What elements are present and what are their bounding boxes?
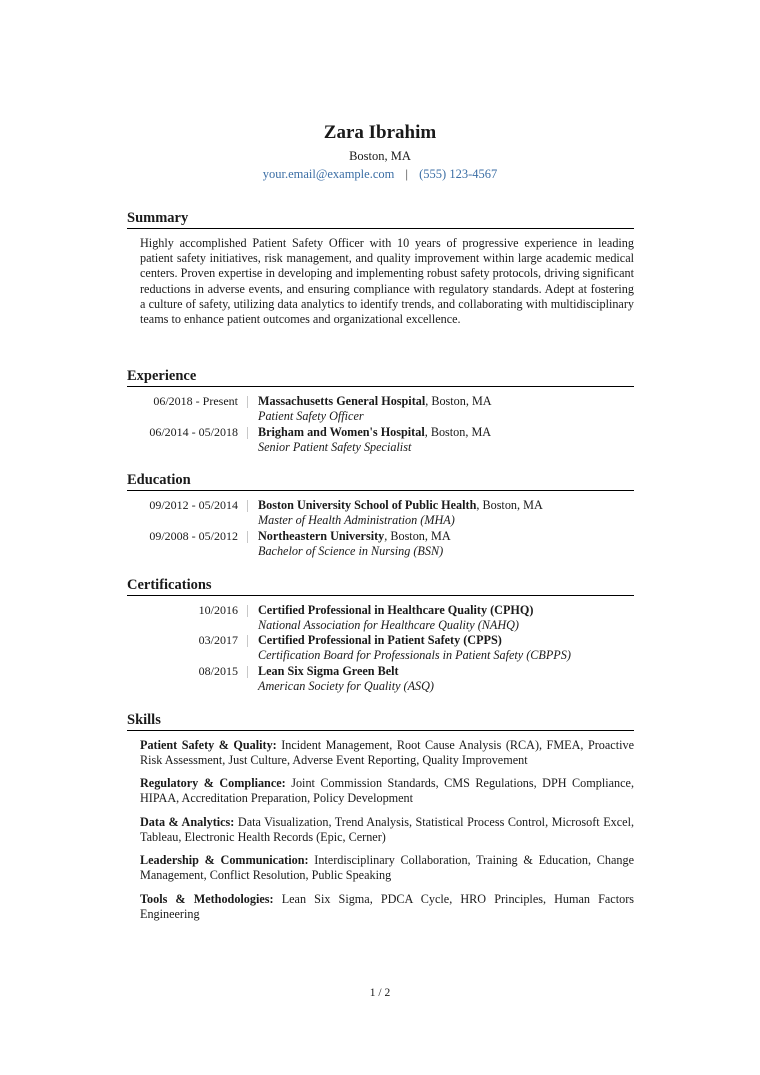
entry-heading (258, 603, 634, 618)
contact-separator: | (405, 167, 408, 181)
entry-divider (247, 635, 248, 647)
entry-place: , Boston, MA (476, 498, 543, 512)
summary-text: Highly accomplished Patient Safety Officer with 10 years of progressive experience in leading patient safety initiatives, risk management, and quality improvement within large academic medical centers. Proven expertise in developing and implementing robust safety protocols, driving significant reductions in adverse events, and ensuring compliance with regulatory standards. Adept at fostering a culture of safety, utilizing data analytics to identify trends, and collaborating with multidisciplinary teams to enhance patient outcomes and organizational excellence. (140, 236, 634, 327)
section-title-skills: Skills (127, 711, 634, 731)
certification-entry (127, 603, 634, 633)
candidate-location: Boston, MA (349, 149, 411, 163)
skill-label: Data & Analytics: (140, 815, 235, 829)
skill-group (140, 738, 634, 768)
entry-heading (258, 498, 634, 513)
entry-date: 09/2012 - 05/2014 (149, 498, 238, 512)
entry-place: , Boston, MA (424, 425, 492, 439)
candidate-name: Zara Ibrahim (323, 122, 437, 143)
entry-degree: Bachelor of Science in Nursing (BSN) (258, 544, 444, 558)
certification-entry (127, 664, 634, 694)
experience-entry (127, 394, 634, 424)
entry-date: 10/2016 (198, 603, 238, 617)
entry-date: 08/2015 (198, 664, 238, 678)
entry-divider (247, 396, 248, 408)
entry-date: 06/2014 - 05/2018 (149, 425, 238, 439)
skill-items: Interdisciplinary Collaboration, Training & Education, Change Management, Conflict Resolution, Public Speaking (140, 853, 634, 883)
entry-heading (258, 529, 634, 544)
skill-group (140, 892, 634, 922)
section-title-summary: Summary (127, 209, 634, 229)
entry-heading (258, 664, 634, 679)
certification-issuer: American Society for Quality (ASQ) (258, 679, 434, 693)
skill-items: Incident Management, Root Cause Analysis (RCA), FMEA, Proactive Risk Assessment, Just Culture, Adverse Event Reporting, Quality Improvement (140, 738, 634, 768)
certification-name: Certified Professional in Healthcare Quality (CPHQ) (258, 603, 534, 617)
skill-group (140, 853, 634, 883)
skill-label: Patient Safety & Quality: (140, 738, 277, 752)
education-entry (127, 498, 634, 528)
entry-role: Patient Safety Officer (258, 409, 364, 423)
entry-organization: Brigham and Women's Hospital (258, 425, 425, 439)
section-title-experience: Experience (127, 367, 634, 387)
section-title-education: Education (127, 471, 634, 491)
phone-link[interactable]: (555) 123-4567 (419, 167, 498, 181)
entry-heading (258, 633, 634, 648)
skill-label: Leadership & Communication: (140, 853, 309, 867)
page-number: 1 / 2 (369, 987, 391, 999)
entry-divider (247, 666, 248, 678)
skill-items: Lean Six Sigma, PDCA Cycle, HRO Principles, Human Factors Engineering (140, 892, 634, 922)
entry-role: Senior Patient Safety Specialist (258, 440, 412, 454)
entry-divider (247, 531, 248, 543)
entry-organization: Northeastern University (258, 529, 385, 543)
entry-degree: Master of Health Administration (MHA) (258, 513, 455, 527)
certification-entry (127, 633, 634, 663)
entry-organization: Boston University School of Public Health (258, 498, 477, 512)
experience-entry (127, 425, 634, 455)
entry-divider (247, 605, 248, 617)
entry-place: , Boston, MA (384, 529, 451, 543)
entry-date: 09/2008 - 05/2012 (149, 529, 238, 543)
entry-place: , Boston, MA (425, 394, 492, 408)
contact-line (0, 166, 760, 182)
entry-date: 03/2017 (198, 633, 238, 647)
entry-date: 06/2018 - Present (153, 394, 238, 408)
email-link[interactable]: your.email@example.com (262, 167, 395, 181)
skill-label: Tools & Methodologies: (140, 892, 274, 906)
entry-heading (258, 425, 634, 440)
certification-issuer: National Association for Healthcare Quality (NAHQ) (258, 618, 519, 632)
education-entry (127, 529, 634, 559)
certification-name: Certified Professional in Patient Safety (CPPS) (258, 633, 502, 647)
entry-heading (258, 394, 634, 409)
entry-divider (247, 500, 248, 512)
skill-items: Data Visualization, Trend Analysis, Statistical Process Control, Microsoft Excel, Tableau, Electronic Health Records (Epic, Cerner) (140, 815, 634, 845)
skill-group (140, 776, 634, 806)
entry-organization: Massachusetts General Hospital (258, 394, 426, 408)
entry-divider (247, 427, 248, 439)
section-title-certifications: Certifications (127, 576, 634, 596)
skill-items: Joint Commission Standards, CMS Regulations, DPH Compliance, HIPAA, Accreditation Preparation, Policy Development (140, 776, 634, 806)
certification-name: Lean Six Sigma Green Belt (258, 664, 399, 678)
skill-label: Regulatory & Compliance: (140, 776, 286, 790)
skill-group (140, 815, 634, 845)
certification-issuer: Certification Board for Professionals in Patient Safety (CBPPS) (258, 648, 571, 662)
